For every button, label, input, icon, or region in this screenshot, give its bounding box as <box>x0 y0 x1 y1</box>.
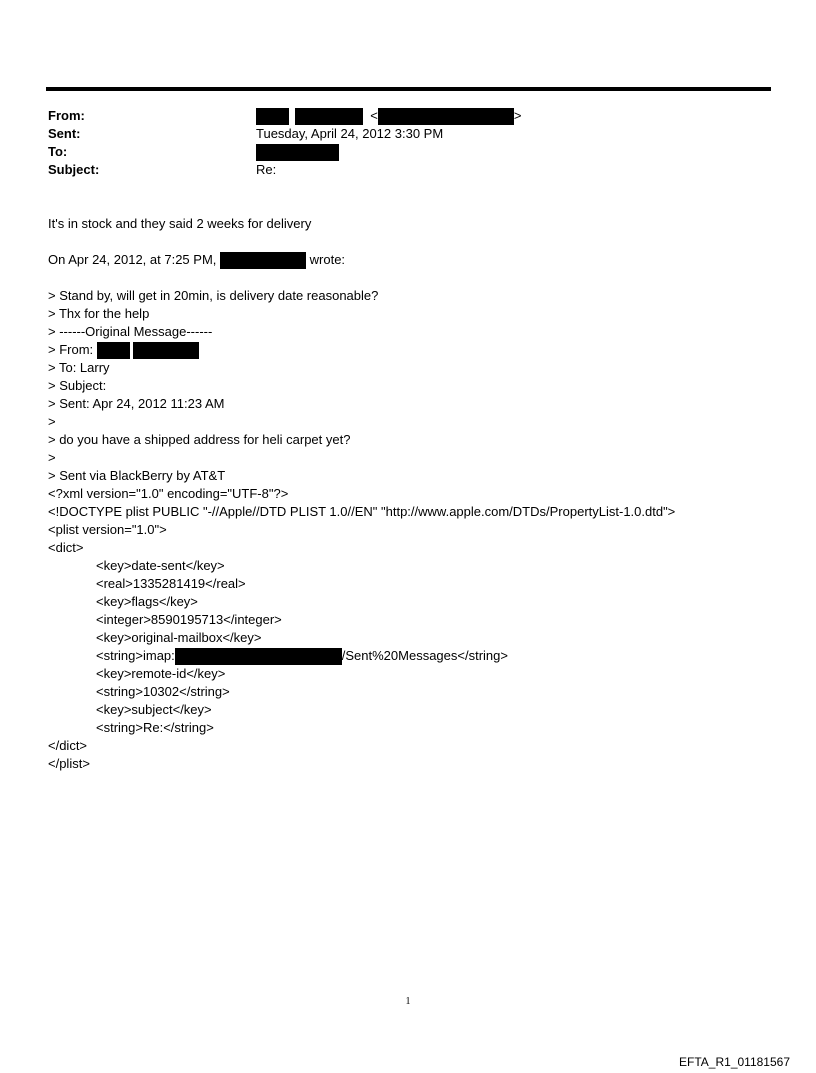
to-label: To: <box>48 144 68 159</box>
plist-entry: <string>Re:</string> <box>96 720 214 735</box>
from-gt: > <box>513 108 522 123</box>
plist-line: <!DOCTYPE plist PUBLIC "-//Apple//DTD PLIST 1.0//EN" "http://www.apple.com/DTDs/PropertyList-1.0.dtd"> <box>48 504 676 519</box>
plist-entry: <key>subject</key> <box>96 702 212 717</box>
quoted-line: > Thx for the help <box>48 306 150 321</box>
plist-line: <dict> <box>48 540 84 555</box>
redaction-box <box>220 252 306 269</box>
page-number: 1 <box>405 996 411 1007</box>
subject-value: Re: <box>256 162 277 177</box>
redaction-box <box>97 342 130 359</box>
quoted-line: > ------Original Message------ <box>48 324 213 339</box>
quoted-line: > To: Larry <box>48 360 110 375</box>
redaction-box <box>175 648 342 665</box>
plist-entry: <key>date-sent</key> <box>96 558 225 573</box>
quoted-line: > do you have a shipped address for heli carpet yet? <box>48 432 351 447</box>
plist-entry: /Sent%20Messages</string> <box>341 648 508 663</box>
redaction-box <box>295 108 363 125</box>
plist-line: <?xml version="1.0" encoding="UTF-8"?> <box>48 486 289 501</box>
sent-label: Sent: <box>48 126 81 141</box>
quoted-line: > Subject: <box>48 378 107 393</box>
wrote-suffix: wrote: <box>309 252 346 267</box>
redaction-box <box>378 108 514 125</box>
redaction-box <box>256 108 289 125</box>
subject-label: Subject: <box>48 162 100 177</box>
quoted-line: > Sent via BlackBerry by AT&T <box>48 468 226 483</box>
plist-entry: <key>remote-id</key> <box>96 666 226 681</box>
redaction-box <box>133 342 199 359</box>
from-label: From: <box>48 108 85 123</box>
quoted-line: > From: <box>48 342 94 357</box>
plist-line: </dict> <box>48 738 88 753</box>
plist-entry: <integer>8590195713</integer> <box>96 612 282 627</box>
plist-entry: <real>1335281419</real> <box>96 576 246 591</box>
plist-line: </plist> <box>48 756 90 771</box>
quoted-line: > <box>48 450 56 465</box>
redaction-box <box>256 144 339 161</box>
from-lt: < <box>370 108 378 123</box>
to-value <box>256 143 339 161</box>
from-value <box>256 107 521 125</box>
plist-entry: <string>10302</string> <box>96 684 230 699</box>
plist-line: <plist version="1.0"> <box>48 522 167 537</box>
plist-entry: <key>original-mailbox</key> <box>96 630 262 645</box>
quoted-line: > Stand by, will get in 20min, is delivery date reasonable? <box>48 288 379 303</box>
quoted-line: > Sent: Apr 24, 2012 11:23 AM <box>48 396 225 411</box>
wrote-prefix: On Apr 24, 2012, at 7:25 PM, <box>48 252 217 267</box>
header-rule <box>46 87 771 91</box>
plist-mailbox-line <box>96 647 508 665</box>
sent-value: Tuesday, April 24, 2012 3:30 PM <box>256 126 444 141</box>
wrote-line <box>48 251 345 269</box>
message-text: It's in stock and they said 2 weeks for delivery <box>48 216 312 231</box>
quoted-line: > <box>48 414 56 429</box>
quoted-from-line <box>48 341 199 359</box>
plist-entry: <key>flags</key> <box>96 594 198 609</box>
plist-entry: <string>imap: <box>96 648 175 663</box>
document-id: EFTA_R1_01181567 <box>679 1055 790 1069</box>
